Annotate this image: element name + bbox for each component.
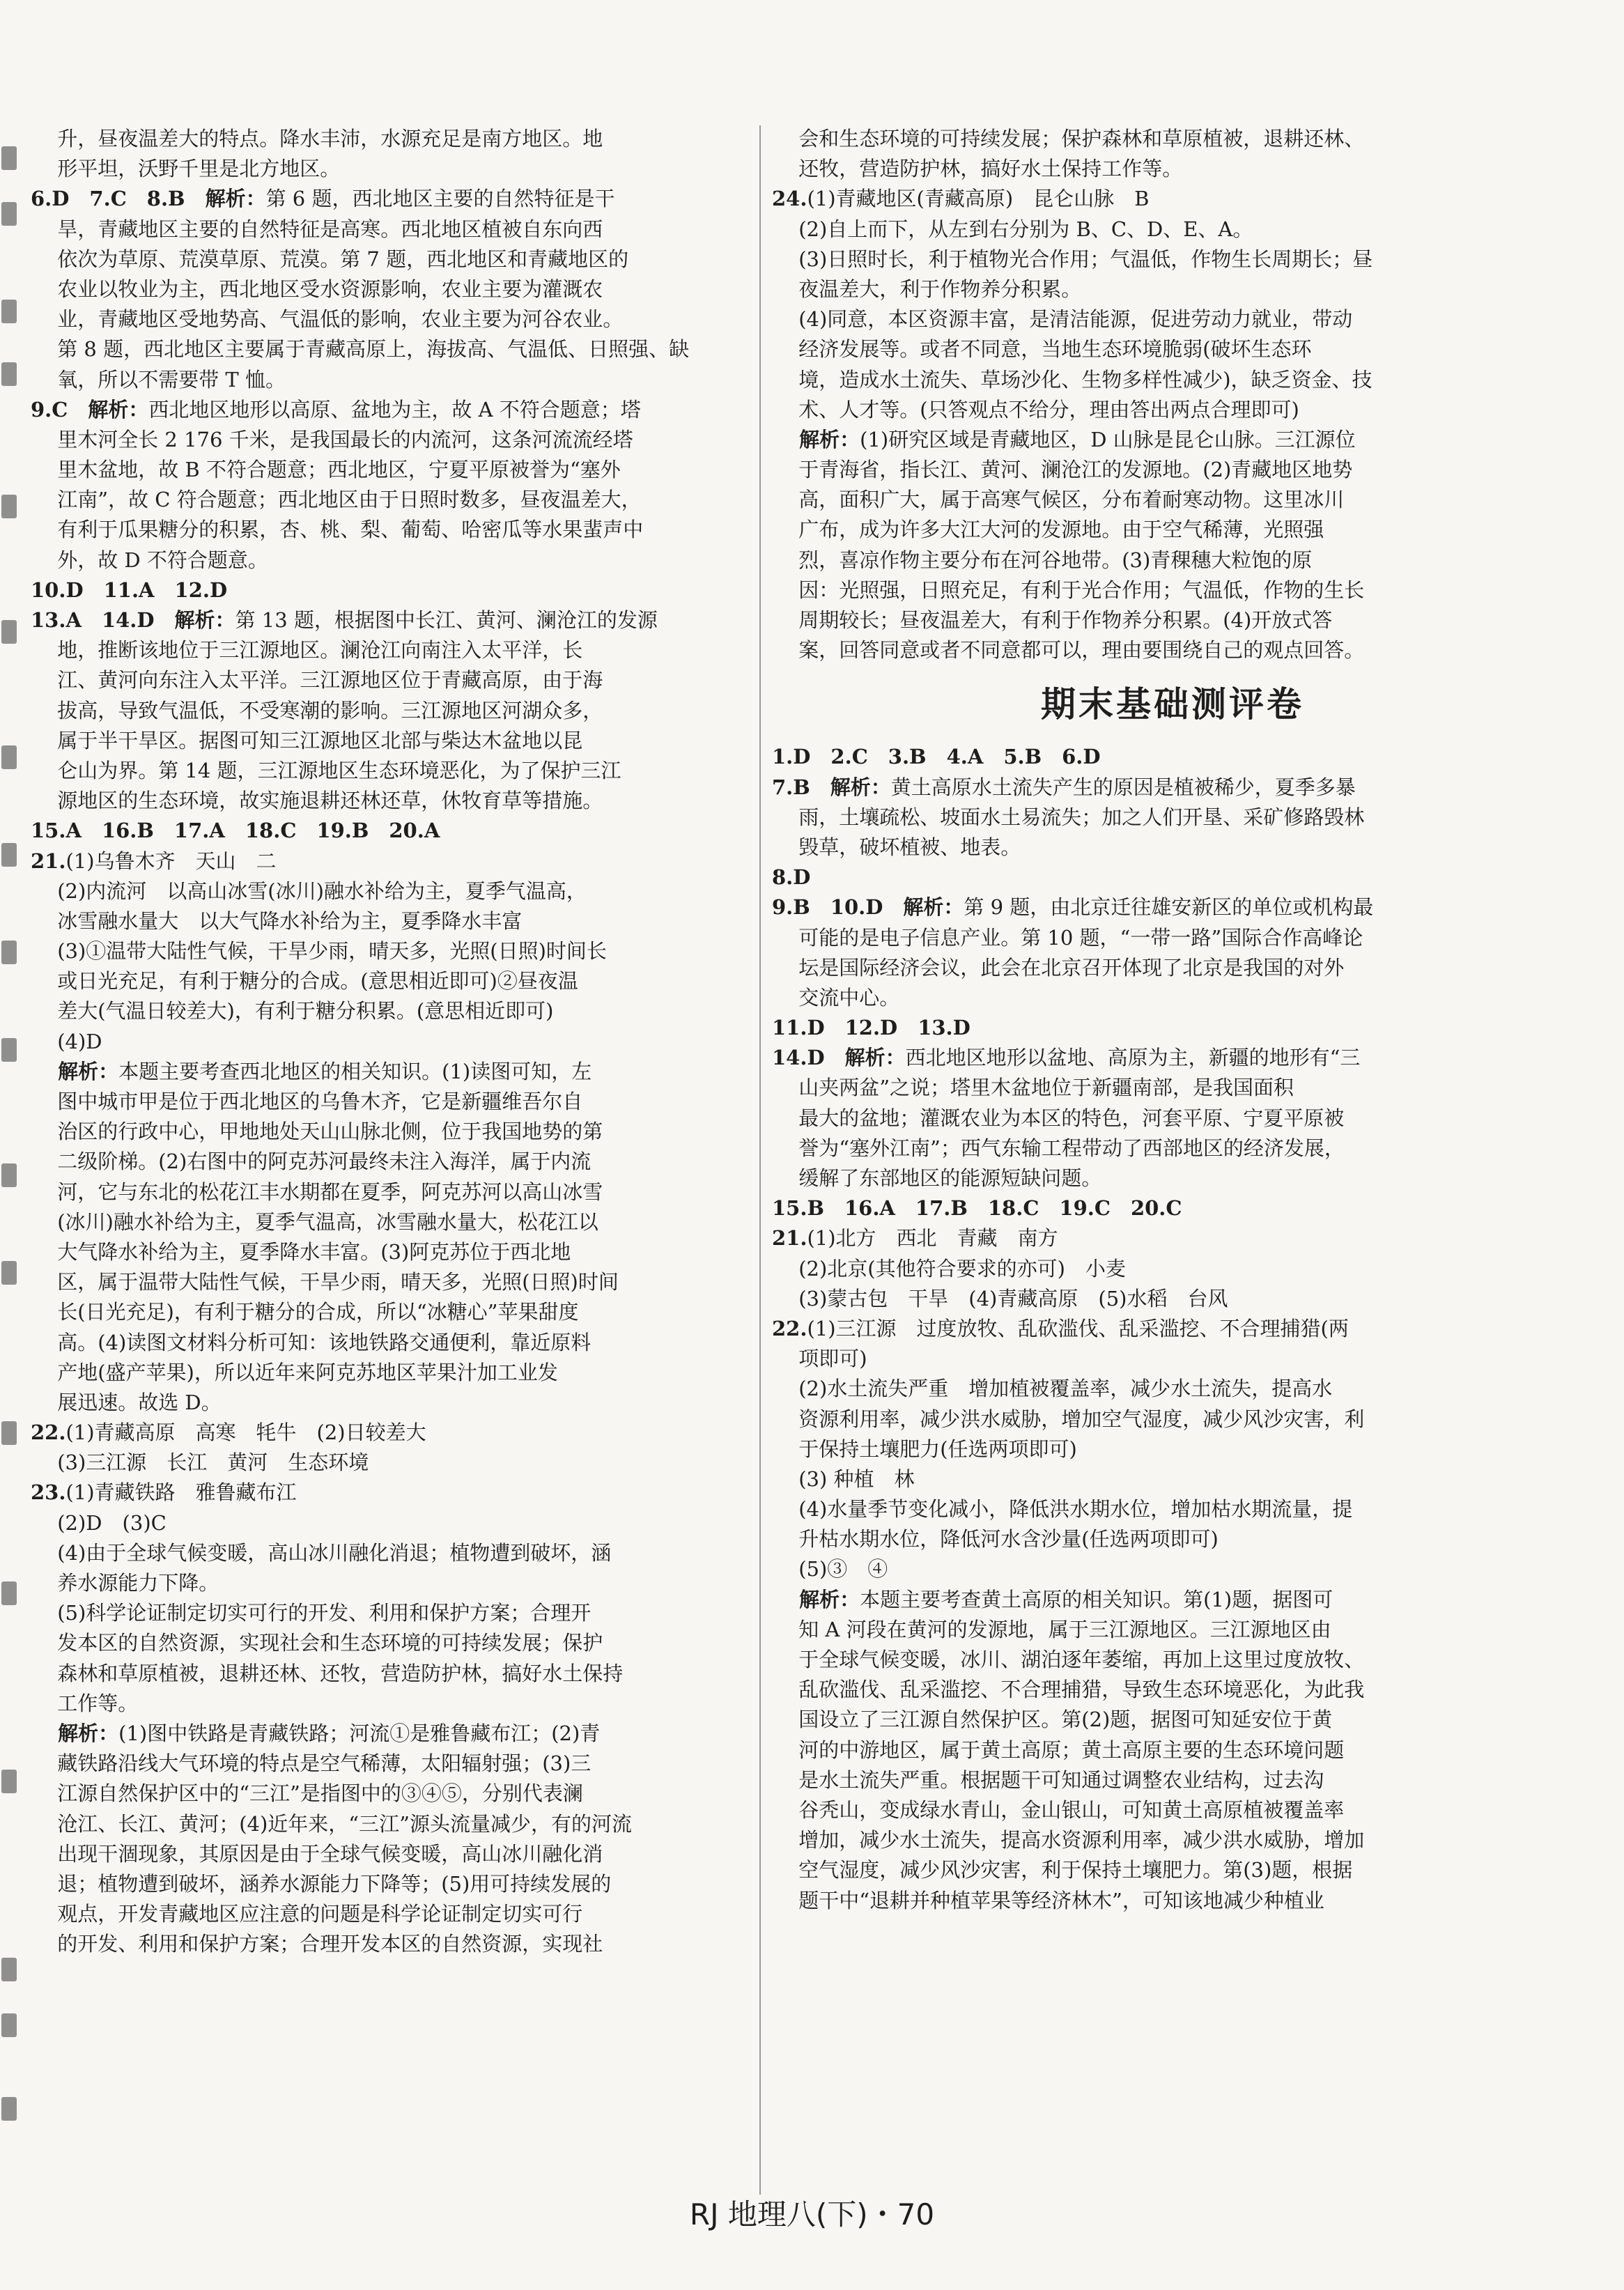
answer-line	[31, 1749, 759, 1779]
answer-text: 养水源能力下降。	[31, 1571, 219, 1595]
answer-text: 长(日光充足)，有利于糖分的合成，所以“冰糖心”苹果甜度	[31, 1300, 579, 1324]
answer-text: 河，它与东北的松花江丰水期都在夏季，阿克苏河以高山冰雪	[31, 1179, 603, 1204]
answer-key: 8.D	[772, 865, 811, 890]
answer-text: 因：光照强，日照充足，有利于光合作用；气温低，作物的生长	[772, 578, 1365, 602]
answer-text: 空气湿度，减少风沙灾害，利于保持土壤肥力。第(3)题，根据	[772, 1858, 1353, 1882]
answer-key: 9.B 10.D 解析：	[772, 895, 964, 920]
answer-line	[772, 365, 1573, 395]
answer-line	[31, 876, 759, 906]
answer-line	[31, 1328, 759, 1358]
answer-line	[772, 1645, 1573, 1675]
answer-line	[31, 936, 759, 966]
answer-line	[772, 1825, 1573, 1855]
answer-line	[772, 1314, 1573, 1344]
answer-line	[31, 1929, 759, 1959]
answer-text: (4)由于全球气候变暖，高山冰川融化消退；植物遭到破坏，涵	[31, 1540, 612, 1565]
answer-text: 里木河全长 2 176 千米，是我国最长的内流河，这条河流流经塔	[31, 427, 633, 451]
answer-line	[31, 1779, 759, 1809]
answer-text: 谷秃山，变成绿水青山，金山银山，可知黄土高原植被覆盖率	[772, 1797, 1345, 1822]
answer-text: 或日光充足，有利于糖分的合成。(意思相近即可)②昼夜温	[31, 969, 578, 993]
answer-text: (1)研究区域是青藏地区，D 山脉是昆仑山脉。三江源位	[860, 427, 1356, 451]
answer-text: 产地(盛产苹果)，所以近年来阿克苏地区苹果汁加工业发	[31, 1360, 558, 1384]
answer-text: (2)内流河 以高山冰雪(冰川)融水补给为主，夏季气温高，	[31, 879, 587, 903]
answer-text: (1)青藏铁路 雅鲁藏布江	[65, 1480, 297, 1505]
answer-text: 项即可)	[772, 1347, 867, 1371]
answer-key: 15.B 16.A 17.B 18.C 19.C 20.C	[772, 1196, 1182, 1221]
answer-line	[772, 304, 1573, 334]
answer-key: 1.D 2.C 3.B 4.A 5.B 6.D	[772, 745, 1101, 769]
answer-line	[772, 1735, 1573, 1765]
answer-text: 业，青藏地区受地势高、气温低的影响，农业主要为河谷农业。	[31, 307, 624, 332]
answer-line	[772, 1284, 1573, 1314]
answer-line	[31, 1388, 759, 1418]
answer-text: (2)水土流失严重 增加植被覆盖率，减少水土流失，提高水	[772, 1377, 1333, 1401]
answer-line	[31, 1207, 759, 1237]
answer-key: 21.	[772, 1226, 807, 1251]
answer-text: (1)乌鲁木齐 天山 二	[65, 849, 277, 873]
answer-line	[31, 395, 759, 425]
answer-text: 周期较长；昼夜温差大，有利于作物养分积累。(4)开放式答	[772, 608, 1333, 632]
answer-line	[31, 1147, 759, 1177]
answer-text: (5)科学论证制定切实可行的开发、利用和保护方案；合理开	[31, 1601, 591, 1625]
answer-text: 二级阶梯。(2)右图中的阿克苏河最终未注入海洋，属于内流	[31, 1150, 591, 1174]
answer-text: (3) 种植 林	[772, 1467, 915, 1491]
answer-line	[31, 1237, 759, 1267]
answer-line	[31, 1568, 759, 1598]
answer-text: 本题主要考查黄土高原的相关知识。第(1)题，据图可	[860, 1587, 1333, 1611]
answer-text: 第 8 题，西北地区主要属于青藏高原上，海拔高、气温低、日照强、缺	[31, 337, 690, 362]
answer-text: 藏铁路沿线大气环境的特点是空气稀薄，太阳辐射强；(3)三	[31, 1751, 591, 1776]
answer-text: 本题主要考查西北地区的相关知识。(1)读图可知，左	[118, 1059, 592, 1083]
answer-line	[772, 395, 1573, 425]
answer-text: 誉为“塞外江南”；西气东输工程带动了西部地区的经济发展，	[772, 1136, 1345, 1160]
answer-line	[31, 365, 759, 395]
answer-text: 第 13 题，根据图中长江、黄河、澜沧江的发源	[235, 608, 658, 632]
right-column-bottom	[772, 742, 1573, 1915]
right-column	[772, 124, 1573, 1916]
answer-line	[772, 1073, 1573, 1103]
answer-text: (3)蒙古包 干旱 (4)青藏高原 (5)水稻 台风	[772, 1286, 1228, 1310]
answer-line	[31, 696, 759, 726]
answer-line	[772, 923, 1573, 953]
answer-text: (3)日照时长，利于植物光合作用；气温低，作物生长周期长；昼	[772, 247, 1373, 271]
answer-text: 差大(气温日较差大)，有利于糖分积累。(意思相近即可)	[31, 999, 554, 1023]
answer-text: 源地区的生态环境，故实施退耕还林还草，休牧育草等措施。	[31, 789, 603, 813]
answer-text: 工作等。	[31, 1691, 139, 1715]
answer-text: (3)①温带大陆性气候，干旱少雨，晴天多，光照(日照)时间长	[31, 939, 607, 964]
answer-text: 西北地区地形以高原、盆地为主，故 A 不符合题意；塔	[148, 397, 641, 421]
answer-line	[31, 1117, 759, 1147]
answer-line	[772, 892, 1573, 922]
answer-line	[772, 1795, 1573, 1825]
answer-text: 烈，喜凉作物主要分布在河谷地带。(3)青稞穗大粒饱的原	[772, 548, 1313, 572]
answer-key: 解析：	[772, 1587, 860, 1611]
answer-line	[772, 485, 1573, 515]
answer-key: 22.	[31, 1421, 66, 1445]
answer-text: 大气降水补给为主，夏季降水丰富。(3)阿克苏位于西北地	[31, 1239, 571, 1264]
answer-text: (1)青藏地区(青藏高原) 昆仑山脉 B	[807, 187, 1150, 211]
answer-text: 雨，土壤疏松、坡面水土易流失；加之人们开垦、采矿修路毁林	[772, 805, 1365, 829]
answer-text: 里木盆地，故 B 不符合题意；西北地区，宁夏平原被誉为“塞外	[31, 458, 621, 482]
answer-line	[31, 665, 759, 695]
answer-line	[31, 1719, 759, 1749]
answer-line	[772, 983, 1573, 1013]
answer-line	[772, 803, 1573, 833]
section-title: 期末基础测评卷	[1041, 684, 1304, 725]
answer-line	[31, 1508, 759, 1538]
answer-key: 解析：	[772, 427, 860, 451]
answer-line	[772, 1886, 1573, 1916]
answer-line	[31, 605, 759, 635]
answer-text: 于青海省，指长江、黄河、澜沧江的发源地。(2)青藏地区地势	[772, 458, 1353, 482]
answer-line	[31, 1448, 759, 1478]
answer-line	[31, 304, 759, 334]
answer-text: 增加，减少水土流失，提高水资源利用率，减少洪水威胁，增加	[772, 1828, 1365, 1852]
answer-line	[772, 1434, 1573, 1464]
answer-text: 的开发、利用和保护方案；合理开发本区的自然资源，实现社	[31, 1932, 603, 1956]
answer-text: 出现干涸现象，其原因是由于全球气候变暖，高山冰川融化消	[31, 1841, 603, 1866]
answer-text: 缓解了东部地区的能源短缺问题。	[772, 1166, 1102, 1190]
answer-text: 案，回答同意或者不同意都可以，理由要围绕自己的观点回答。	[772, 638, 1365, 663]
answer-text: (4)D	[31, 1029, 102, 1053]
answer-line	[31, 1087, 759, 1117]
answer-line	[772, 1524, 1573, 1554]
answer-text: 治区的行政中心，甲地地处天山山脉北侧，位于我国地势的第	[31, 1120, 603, 1144]
left-column	[31, 124, 759, 1959]
answer-text: 依次为草原、荒漠草原、荒漠。第 7 题，西北地区和青藏地区的	[31, 247, 629, 271]
answer-text: 退；植物遭到破坏，涵养水源能力下降等；(5)用可持续发展的	[31, 1871, 612, 1896]
answer-text: (冰川)融水补给为主，夏季气温高，冰雪融水量大，松花江以	[31, 1209, 598, 1234]
answer-text: 发本区的自然资源，实现社会和生态环境的可持续发展；保护	[31, 1631, 603, 1655]
answer-line	[772, 1223, 1573, 1253]
answer-text: 黄土高原水土流失产生的原因是植被稀少，夏季多暴	[890, 775, 1356, 799]
answer-line	[31, 184, 759, 214]
answer-text: 毁草，破坏植被、地表。	[772, 835, 1021, 859]
answer-text: (1)图中铁路是青藏铁路；河流①是雅鲁藏布江；(2)青	[118, 1721, 601, 1745]
answer-text: (4)水量季节变化减小，降低洪水期水位，增加枯水期流量，提	[772, 1497, 1353, 1522]
column-divider	[759, 125, 761, 2195]
answer-text: 地，推断该地位于三江源地区。澜沧江向南注入太平洋，长	[31, 638, 583, 663]
answer-text: 展迅速。故选 D。	[31, 1390, 222, 1414]
answer-key: 解析：	[31, 1059, 119, 1083]
answer-line	[31, 575, 759, 605]
answer-key: 13.A 14.D 解析：	[31, 608, 235, 632]
right-column-top	[772, 124, 1573, 665]
answer-line	[31, 515, 759, 545]
answer-line	[772, 1163, 1573, 1193]
answer-key: 9.C 解析：	[31, 397, 149, 421]
answer-line	[772, 455, 1573, 485]
answer-line	[31, 245, 759, 274]
answer-text: 沧江、长江、黄河；(4)近年来，“三江”源头流量减少，有的河流	[31, 1811, 632, 1836]
answer-line	[772, 1765, 1573, 1795]
answer-line	[772, 1344, 1573, 1374]
answer-key: 22.	[772, 1316, 807, 1340]
answer-line	[772, 833, 1573, 862]
answer-line	[772, 1043, 1573, 1073]
answer-text: 属于半干旱区。据图可知三江源地区北部与柴达木盆地以昆	[31, 728, 583, 752]
answer-line	[772, 546, 1573, 575]
answer-text: 形平坦，沃野千里是北方地区。	[31, 157, 341, 181]
answer-text: 第 6 题，西北地区主要的自然特征是干	[265, 187, 615, 211]
answer-line	[31, 1027, 759, 1057]
answer-text: 知 A 河段在黄河的发源地，属于三江源地区。三江源地区由	[772, 1617, 1331, 1641]
answer-text: 术、人才等。(只答观点不给分，理由答出两点合理即可)	[772, 397, 1299, 421]
answer-text: 冰雪融水量大 以大气降水补给为主，夏季降水丰富	[31, 908, 523, 933]
answer-line	[31, 756, 759, 786]
answer-text: 还牧，营造防护林，搞好水土保持工作等。	[772, 157, 1183, 181]
answer-text: 旱，青藏地区主要的自然特征是高寒。西北地区植被自东向西	[31, 217, 603, 241]
answer-text: (5)③ ④	[772, 1557, 888, 1581]
answer-line	[772, 1855, 1573, 1885]
answer-line	[772, 515, 1573, 545]
answer-line	[772, 184, 1573, 214]
answer-key: 解析：	[31, 1721, 119, 1745]
answer-key: 14.D 解析：	[772, 1046, 906, 1070]
answer-text: 升，昼夜温差大的特点。降水丰沛，水源充足是南方地区。地	[31, 127, 603, 150]
answer-line	[772, 1554, 1573, 1584]
answer-line	[772, 1134, 1573, 1163]
answer-key: 24.	[772, 187, 807, 211]
answer-line	[772, 425, 1573, 455]
answer-text: 观点，开发青藏地区应注意的问题是科学论证制定切实可行	[31, 1902, 583, 1926]
answer-line	[772, 274, 1573, 304]
page-footer: RJ 地理八(下)・70	[689, 2197, 935, 2231]
answer-line	[31, 546, 759, 575]
answer-line	[772, 1254, 1573, 1284]
binding-edge-marks	[0, 132, 21, 2153]
answer-line	[31, 1478, 759, 1508]
answer-line	[31, 154, 759, 184]
answer-line	[772, 1705, 1573, 1735]
answer-text: 江、黄河向东注入太平洋。三江源地区位于青藏高原，由于海	[31, 668, 603, 693]
answer-text: 山夹两盆”之说；塔里木盆地位于新疆南部，是我国面积	[772, 1076, 1294, 1100]
answer-text: 题干中“退耕并种植苹果等经济林木”，可知该地减少种植业	[772, 1888, 1324, 1912]
answer-line	[31, 1358, 759, 1388]
answer-text: (3)三江源 长江 黄河 生态环境	[31, 1450, 369, 1475]
answer-line	[31, 996, 759, 1026]
answer-text: 仑山为界。第 14 题，三江源地区生态环境恶化，为了保护三江	[31, 758, 621, 782]
answer-text: 境，造成水土流失、草场沙化、生物多样性减少)，缺乏资金、技	[772, 367, 1372, 392]
answer-line	[31, 334, 759, 364]
answer-line	[31, 726, 759, 756]
answer-line	[772, 605, 1573, 635]
answer-line	[772, 575, 1573, 605]
answer-text: 图中城市甲是位于西北地区的乌鲁木齐，它是新疆维吾尔自	[31, 1090, 583, 1113]
answer-text: 江源自然保护区中的“三江”是指图中的③④⑤，分别代表澜	[31, 1781, 583, 1806]
answer-line	[31, 1418, 759, 1448]
answer-text: (2)自上而下，从左到右分别为 B、C、D、E、A。	[772, 217, 1253, 241]
answer-line	[31, 1628, 759, 1658]
answer-line	[772, 1585, 1573, 1615]
answer-line	[772, 953, 1573, 983]
answer-line	[31, 816, 759, 846]
answer-line	[772, 1464, 1573, 1494]
answer-line	[772, 773, 1573, 803]
answer-text: (1)青藏高原 高寒 牦牛 (2)日较差大	[65, 1421, 426, 1445]
answer-line	[31, 1598, 759, 1628]
answer-line	[31, 425, 759, 455]
answer-text: (1)北方 西北 青藏 南方	[807, 1226, 1058, 1251]
answer-text: 会和生态环境的可持续发展；保护森林和草原植被，退耕还林、	[772, 127, 1365, 150]
answer-line	[772, 1675, 1573, 1705]
answer-text: 有利于瓜果糖分的积累，杏、桃、梨、葡萄、哈密瓜等水果蜚声中	[31, 518, 644, 542]
answer-line	[31, 215, 759, 245]
answer-line	[31, 485, 759, 515]
answer-text: 广布，成为许多大江大河的发源地。由于空气稀薄，光照强	[772, 518, 1324, 542]
answer-line	[772, 635, 1573, 665]
answer-text: 升枯水期水位，降低河水含沙量(任选两项即可)	[772, 1527, 1219, 1552]
answer-text: 夜温差大，利于作物养分积累。	[772, 277, 1082, 301]
answer-text: 于保持土壤肥力(任选两项即可)	[772, 1437, 1077, 1461]
answer-text: 经济发展等。或者不同意，当地生态环境脆弱(破坏生态环	[772, 337, 1312, 362]
answer-line	[772, 1013, 1573, 1043]
answer-key: 6.D 7.C 8.B 解析：	[31, 187, 266, 211]
answer-line	[31, 635, 759, 665]
answer-line	[772, 245, 1573, 274]
answer-text: 森林和草原植被，退耕还林、还牧，营造防护林，搞好水土保持	[31, 1661, 624, 1685]
answer-line	[31, 966, 759, 996]
answer-line	[772, 1405, 1573, 1434]
answer-text: 农业以牧业为主，西北地区受水资源影响，农业主要为灌溉农	[31, 277, 603, 301]
answer-text: (4)同意，本区资源丰富，是清洁能源，促进劳动力就业，带动	[772, 307, 1353, 332]
answer-text: 区，属于温带大陆性气候，干旱少雨，晴天多，光照(日照)时间	[31, 1270, 619, 1294]
answer-key: 15.A 16.B 17.A 18.C 19.B 20.A	[31, 819, 440, 843]
answer-key: 11.D 12.D 13.D	[772, 1016, 970, 1040]
answer-text: 最大的盆地；灌溉农业为本区的特色，河套平原、宁夏平原被	[772, 1106, 1345, 1130]
answer-text: 拔高，导致气温低，不受寒潮的影响。三江源地区河湖众多，	[31, 698, 603, 722]
answer-line	[772, 124, 1573, 154]
answer-text: 第 9 题，由北京迁往雄安新区的单位或机构最	[964, 895, 1374, 920]
answer-line	[31, 786, 759, 816]
answer-key: 10.D 11.A 12.D	[31, 578, 228, 602]
answer-line	[772, 742, 1573, 772]
answer-line	[31, 1538, 759, 1568]
answer-line	[772, 154, 1573, 184]
answer-line	[31, 906, 759, 936]
answer-text: 外，故 D 不符合题意。	[31, 548, 268, 572]
answer-text: (2)D (3)C	[31, 1510, 167, 1535]
answer-line	[31, 1267, 759, 1297]
answer-text: 高，面积广大，属于高寒气候区，分布着耐寒动物。这里冰川	[772, 488, 1345, 512]
answer-text: 交流中心。	[772, 985, 900, 1009]
answer-line	[31, 1899, 759, 1929]
answer-key: 7.B 解析：	[772, 775, 891, 799]
answer-line	[31, 124, 759, 154]
answer-line	[31, 1177, 759, 1207]
answer-line	[31, 455, 759, 485]
answer-line	[772, 1494, 1573, 1524]
answer-line	[31, 1057, 759, 1087]
answer-line	[772, 862, 1573, 892]
answer-text: (2)北京(其他符合要求的亦可) 小麦	[772, 1256, 1126, 1281]
answer-line	[31, 1869, 759, 1899]
answer-text: 高。(4)读图文材料分析可知：该地铁路交通便利，靠近原料	[31, 1330, 591, 1354]
answer-line	[31, 1689, 759, 1719]
answer-line	[31, 1297, 759, 1327]
answer-line	[772, 334, 1573, 364]
answer-line	[31, 1659, 759, 1689]
answer-text: 是水土流失严重。根据题干可知通过调整农业结构，过去沟	[772, 1767, 1324, 1792]
answer-text: 国设立了三江源自然保护区。第(2)题，据图可知延安位于黄	[772, 1708, 1333, 1732]
answer-text: 于全球气候变暖，冰川、湖泊逐年萎缩，再加上这里过度放牧、	[772, 1648, 1365, 1671]
answer-text: 河的中游地区，属于黄土高原；黄土高原主要的生态环境问题	[772, 1738, 1345, 1762]
answer-text: 氧，所以不需要带 T 恤。	[31, 367, 286, 392]
answer-text: 可能的是电子信息产业。第 10 题，“一带一路”国际合作高峰论	[772, 925, 1363, 950]
answer-text: 江南”，故 C 符合题意；西北地区由于日照时数多，昼夜温差大，	[31, 488, 642, 512]
answer-line	[772, 1615, 1573, 1645]
answer-text: 乱砍滥伐、乱采滥挖、不合理捕猎，导致生态环境恶化，为此我	[772, 1678, 1365, 1702]
answer-text: 坛是国际经济会议，此会在北京召开体现了北京是我国的对外	[772, 955, 1345, 980]
answer-text: (1)三江源 过度放牧、乱砍滥伐、乱采滥挖、不合理捕猎(两	[807, 1316, 1349, 1340]
answer-line	[772, 1193, 1573, 1223]
answer-line	[772, 215, 1573, 245]
answer-line	[772, 1374, 1573, 1404]
answer-line	[31, 1839, 759, 1869]
answer-line	[31, 1809, 759, 1839]
answer-key: 23.	[31, 1480, 66, 1505]
answer-key: 21.	[31, 849, 66, 873]
answer-line	[31, 274, 759, 304]
answer-text: 资源利用率，减少洪水威胁，增加空气湿度，减少风沙灾害，利	[772, 1407, 1365, 1431]
answer-text: 西北地区地形以盆地、高原为主，新疆的地形有“三	[905, 1046, 1361, 1070]
answer-line	[31, 846, 759, 876]
answer-line	[772, 1104, 1573, 1134]
